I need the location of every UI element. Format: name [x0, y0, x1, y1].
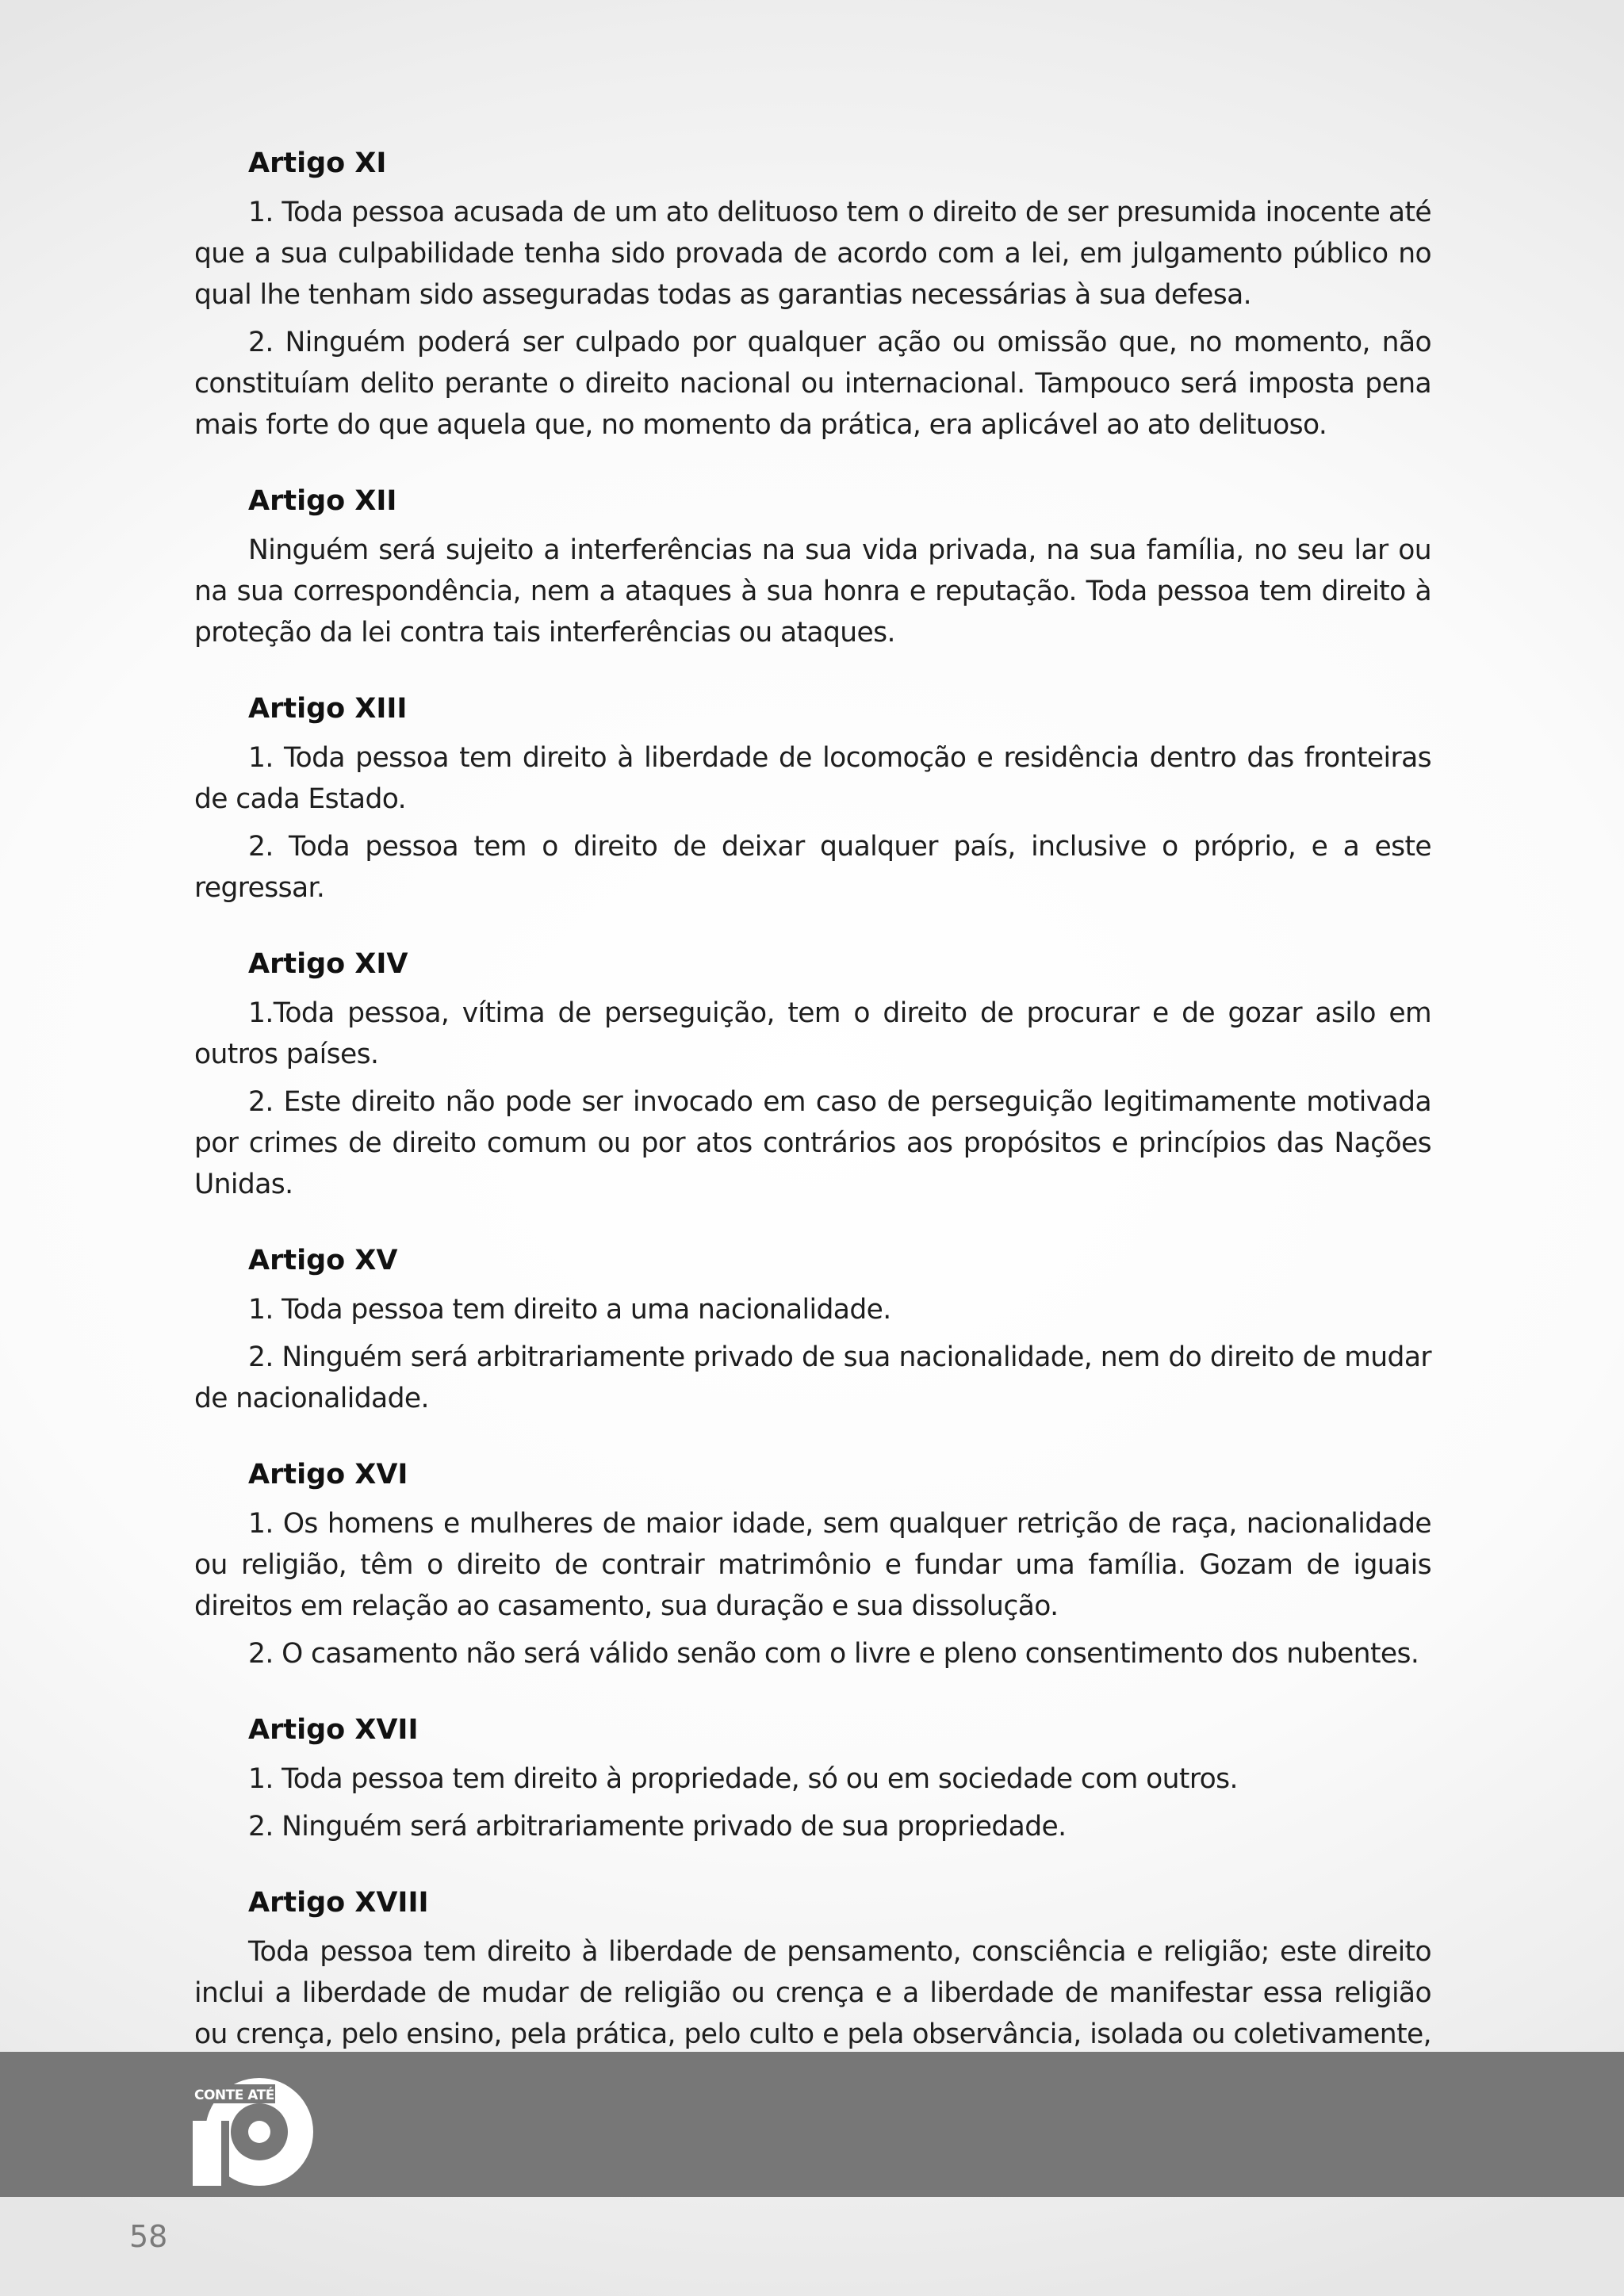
article-paragraph: 1. Toda pessoa tem direito à liberdade de locomoção e residência dentro das fronteiras de cada Estado. — [194, 742, 1431, 815]
article-paragraph: 2. Toda pessoa tem o direito de deixar qualquer país, inclusive o próprio, e a este regressar. — [194, 831, 1431, 904]
article-xii — [194, 482, 1431, 653]
article-paragraph: 2. Este direito não pode ser invocado em caso de perseguição legitimamente motivada por crimes de direito comum ou por atos contrários aos propósitos e princípios das Nações Unidas. — [194, 1086, 1431, 1200]
article-paragraph: 1. Toda pessoa tem direito a uma nacionalidade. — [248, 1294, 891, 1326]
article-paragraph: Toda pessoa tem direito à liberdade de pensamento, consciência e religião; este direito inclui a liberdade de mudar de religião ou crença e a liberdade de manifestar essa religião ou crença, pelo ensino, pela prática, pelo culto e pela observância, isolada ou coletivamente, — [194, 1936, 1431, 2050]
article-title: Artigo XIII — [248, 693, 408, 725]
article-paragraph: 2. Ninguém poderá ser culpado por qualquer ação ou omissão que, no momento, não constituíam delito perante o direito nacional ou internacional. Tampouco será imposta pena mais forte do que aquela que, no momento da prática, era aplicável ao ato delituoso. — [194, 327, 1431, 441]
article-xiii — [194, 690, 1431, 909]
article-paragraph: 1. Os homens e mulheres de maior idade, sem qualquer retrição de raça, nacionalidade ou religião, têm o direito de contrair matrimônio e fundar uma família. Gozam de iguais direitos em relação ao casamento, sua duração e sua dissolução. — [194, 1508, 1431, 1622]
page-number: 58 — [129, 2219, 168, 2254]
article-paragraph: 2. Ninguém será arbitrariamente privado de sua propriedade. — [248, 1811, 1067, 1843]
article-title: Artigo XVI — [248, 1459, 408, 1490]
article-title: Artigo XV — [248, 1245, 398, 1276]
article-paragraph: 1. Toda pessoa tem direito à propriedade, só ou em sociedade com outros. — [248, 1763, 1238, 1795]
article-title: Artigo XVIII — [248, 1887, 429, 1919]
article-title: Artigo XI — [248, 147, 387, 179]
article-xv — [194, 1242, 1431, 1419]
article-paragraph: 1.Toda pessoa, vítima de perseguição, tem o direito de procurar e de gozar asilo em outros países. — [194, 997, 1431, 1070]
article-paragraph: 2. Ninguém será arbitrariamente privado de sua nacionalidade, nem do direito de mudar de nacionalidade. — [194, 1341, 1431, 1414]
article-xiv — [194, 945, 1431, 1205]
article-paragraph: 1. Toda pessoa acusada de um ato delituoso tem o direito de ser presumida inocente até que a sua culpabilidade tenha sido provada de acordo com a lei, em julgamento público no qual lhe tenham sido asseguradas todas as garantias necessárias à sua defesa. — [194, 197, 1431, 311]
logo-text: CONTE ATÉ — [194, 2087, 274, 2103]
article-xi — [194, 144, 1431, 446]
conte-ate-10-logo — [193, 2075, 318, 2186]
article-paragraph: Ninguém será sujeito a interferências na sua vida privada, na sua família, no seu lar ou na sua correspondência, nem a ataques à sua honra e reputação. Toda pessoa tem direito à proteção da lei contra tais interferências ou ataques. — [194, 534, 1431, 649]
article-title: Artigo XII — [248, 485, 397, 517]
article-title: Artigo XIV — [248, 948, 408, 980]
article-paragraph: 2. O casamento não será válido senão com o livre e pleno consentimento dos nubentes. — [248, 1638, 1419, 1670]
article-xvii — [194, 1711, 1431, 1847]
document-body — [194, 144, 1431, 2133]
article-xvi — [194, 1456, 1431, 1674]
article-title: Artigo XVII — [248, 1714, 419, 1746]
